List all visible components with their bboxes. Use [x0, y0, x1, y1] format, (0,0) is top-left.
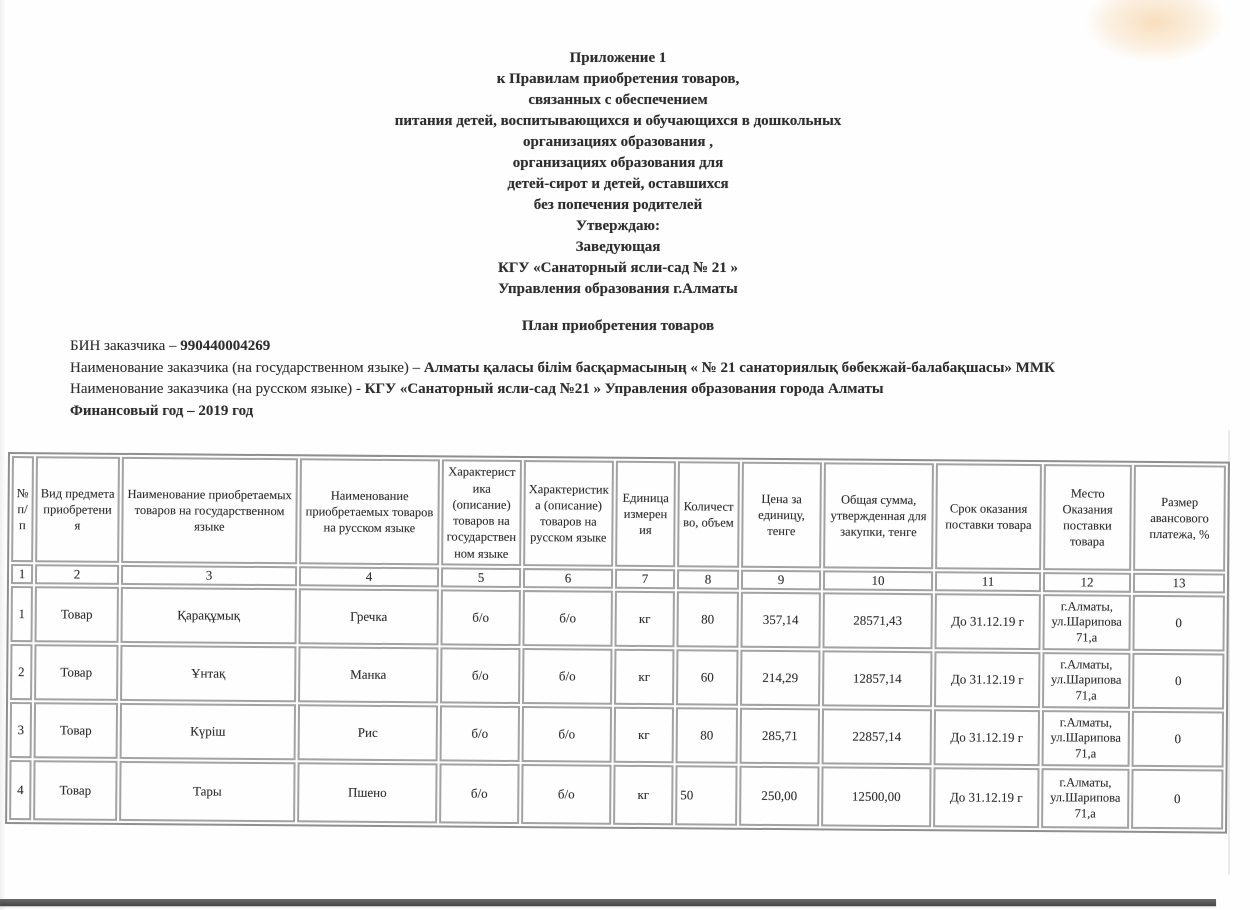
- cell-unit-price: 250,00: [739, 766, 819, 827]
- cell-total-sum: 22857,14: [822, 708, 932, 765]
- cell-descr-rus: б/о: [522, 590, 612, 647]
- appendix-line: Заведующая: [575, 239, 661, 255]
- bin-line: [70, 336, 1190, 358]
- col-header-unit-price: Цена за единицу, тенге: [741, 462, 822, 569]
- cell-descr-state: б/о: [440, 705, 520, 762]
- cell-descr-rus: б/о: [521, 764, 611, 825]
- appendix-line: Утверждаю:: [576, 218, 660, 234]
- cell-name-rus: Гречка: [298, 588, 438, 645]
- cell-kind: Товар: [34, 644, 118, 701]
- scan-bottom-edge-bar: [0, 899, 1216, 906]
- cell-quantity: 50: [675, 765, 737, 825]
- col-header-num: № п/п: [11, 456, 34, 562]
- cell-kind: Товар: [34, 702, 118, 759]
- cell-total-sum: 28571,43: [822, 592, 932, 649]
- column-number: 11: [935, 571, 1041, 592]
- cell-name-rus: Манка: [298, 646, 438, 703]
- customer-info-block: [70, 336, 1190, 422]
- cell-quantity: 80: [676, 707, 738, 763]
- procurement-table-wrap: [5, 452, 1210, 833]
- appendix-header-block: [0, 48, 1236, 300]
- procurement-plan-table: [5, 452, 1230, 834]
- cell-unit: кг: [614, 649, 674, 705]
- cell-delivery-term: До 31.12.19 г: [933, 767, 1039, 828]
- bin-label: БИН заказчика –: [70, 338, 181, 354]
- cell-kind: Товар: [35, 586, 119, 643]
- cell-advance: 0: [1132, 595, 1224, 652]
- table-row: [10, 644, 1224, 710]
- column-number: 2: [35, 564, 119, 585]
- customer-name-state-label: Наименование заказчика (на государственном языке) –: [70, 359, 424, 376]
- appendix-line: организациях образования ,: [522, 134, 714, 150]
- cell-name-state: Қарақұмық: [121, 587, 297, 644]
- column-number: 3: [121, 565, 297, 586]
- appendix-line: организациях образования для: [512, 155, 724, 171]
- column-number: 8: [677, 569, 739, 589]
- cell-descr-state: б/о: [440, 589, 520, 646]
- table-header-row: [11, 456, 1226, 572]
- column-number: 1: [11, 564, 33, 584]
- cell-unit: кг: [613, 765, 673, 825]
- column-number: 12: [1043, 572, 1131, 593]
- col-header-delivery-place: Место Оказания поставки товара: [1043, 464, 1132, 571]
- cell-advance: 0: [1132, 711, 1224, 768]
- cell-name-rus: Рис: [298, 704, 438, 761]
- plan-title: План приобретения товаров: [521, 318, 715, 334]
- cell-delivery-place: г.Алматы, ул.Шарипова 71,а: [1042, 652, 1130, 709]
- col-header-kind: Вид предмета приобретения: [35, 456, 120, 563]
- col-header-name-rus: Наименование приобретаемых товаров на русском языке: [299, 458, 440, 565]
- cell-descr-state: б/о: [439, 763, 519, 824]
- column-number: 5: [441, 567, 521, 588]
- cell-name-state: Тары: [119, 761, 295, 822]
- col-header-unit: Единица измерения: [615, 461, 676, 567]
- cell-descr-rus: б/о: [522, 706, 612, 763]
- cell-row-number: 1: [11, 586, 33, 642]
- cell-advance: 0: [1132, 653, 1224, 710]
- column-number: 9: [741, 570, 821, 591]
- cell-kind: Товар: [33, 760, 117, 821]
- cell-name-state: Күріш: [120, 703, 296, 760]
- cell-delivery-place: г.Алматы, ул.Шарипова 71,а: [1041, 768, 1129, 829]
- column-number: 4: [299, 566, 439, 587]
- appendix-line: питания детей, воспитывающихся и обучающихся в дошкольных: [394, 113, 842, 129]
- cell-name-rus: Пшено: [297, 762, 437, 823]
- cell-delivery-term: До 31.12.19 г: [934, 651, 1040, 708]
- financial-year-line: Финансовый год – 2019 год: [70, 402, 254, 419]
- col-header-descr-state: Характеристика (описание) товаров на государственном языке: [441, 459, 522, 566]
- appendix-line: КГУ «Санаторный ясли-сад № 21 »: [497, 260, 739, 276]
- cell-delivery-place: г.Алматы, ул.Шарипова 71,а: [1042, 594, 1130, 651]
- cell-row-number: 3: [10, 702, 32, 758]
- cell-delivery-term: До 31.12.19 г: [934, 593, 1040, 650]
- cell-advance: 0: [1131, 769, 1223, 830]
- customer-name-state-line: [70, 358, 1190, 380]
- cell-row-number: 2: [10, 644, 32, 700]
- col-header-descr-rus: Характеристика (описание) товаров на русском языке: [523, 460, 614, 567]
- col-header-delivery-term: Срок оказания поставки товара: [935, 463, 1042, 570]
- column-number: 6: [523, 568, 613, 589]
- cell-descr-state: б/о: [440, 647, 520, 704]
- cell-unit-price: 285,71: [740, 708, 820, 765]
- cell-total-sum: 12500,00: [821, 766, 931, 827]
- cell-total-sum: 12857,14: [822, 650, 932, 707]
- cell-unit-price: 357,14: [740, 592, 820, 649]
- bin-value: 990440004269: [180, 338, 271, 354]
- column-number: 13: [1133, 573, 1225, 594]
- cell-unit: кг: [614, 707, 674, 763]
- col-header-quantity: Количество, объем: [677, 461, 740, 567]
- column-number: 10: [823, 570, 933, 591]
- appendix-line: связанных с обеспечением: [528, 92, 708, 108]
- cell-name-state: Ұнтақ: [120, 645, 296, 702]
- cell-delivery-place: г.Алматы, ул.Шарипова 71,а: [1042, 710, 1130, 767]
- customer-name-state-value: Алматы қаласы білім басқармасының « № 21 санаториялық бөбекжай-балабақшасы» ММК: [423, 359, 1055, 376]
- customer-name-rus-line: [70, 379, 1190, 401]
- cell-delivery-term: До 31.12.19 г: [934, 709, 1040, 766]
- cell-descr-rus: б/о: [522, 648, 612, 705]
- appendix-line: Приложение 1: [569, 50, 667, 66]
- customer-name-rus-label: Наименование заказчика (на русском языке) -: [70, 381, 365, 397]
- cell-unit-price: 214,29: [740, 650, 820, 707]
- col-header-advance: Размер авансового платежа, %: [1133, 465, 1226, 572]
- appendix-line: детей-сирот и детей, оставшихся: [507, 176, 729, 192]
- column-number: 7: [615, 569, 675, 589]
- table-row: [10, 702, 1224, 768]
- customer-name-rus-value: КГУ «Санаторный ясли-сад №21 » Управления образования города Алматы: [364, 381, 884, 397]
- appendix-line: Управления образования г.Алматы: [498, 281, 738, 297]
- table-row: [11, 586, 1225, 652]
- cell-quantity: 80: [676, 591, 738, 647]
- table-row: [9, 760, 1223, 830]
- col-header-name-state: Наименование приобретаемых товаров на государственном языке: [121, 457, 298, 564]
- appendix-line: к Правилам приобретения товаров,: [496, 71, 740, 87]
- appendix-line: без попечения родителей: [533, 197, 703, 213]
- cell-row-number: 4: [9, 760, 31, 820]
- cell-quantity: 60: [676, 649, 738, 705]
- col-header-total-sum: Общая сумма, утвержденная для закупки, тенге: [823, 462, 934, 569]
- cell-unit: кг: [614, 591, 674, 647]
